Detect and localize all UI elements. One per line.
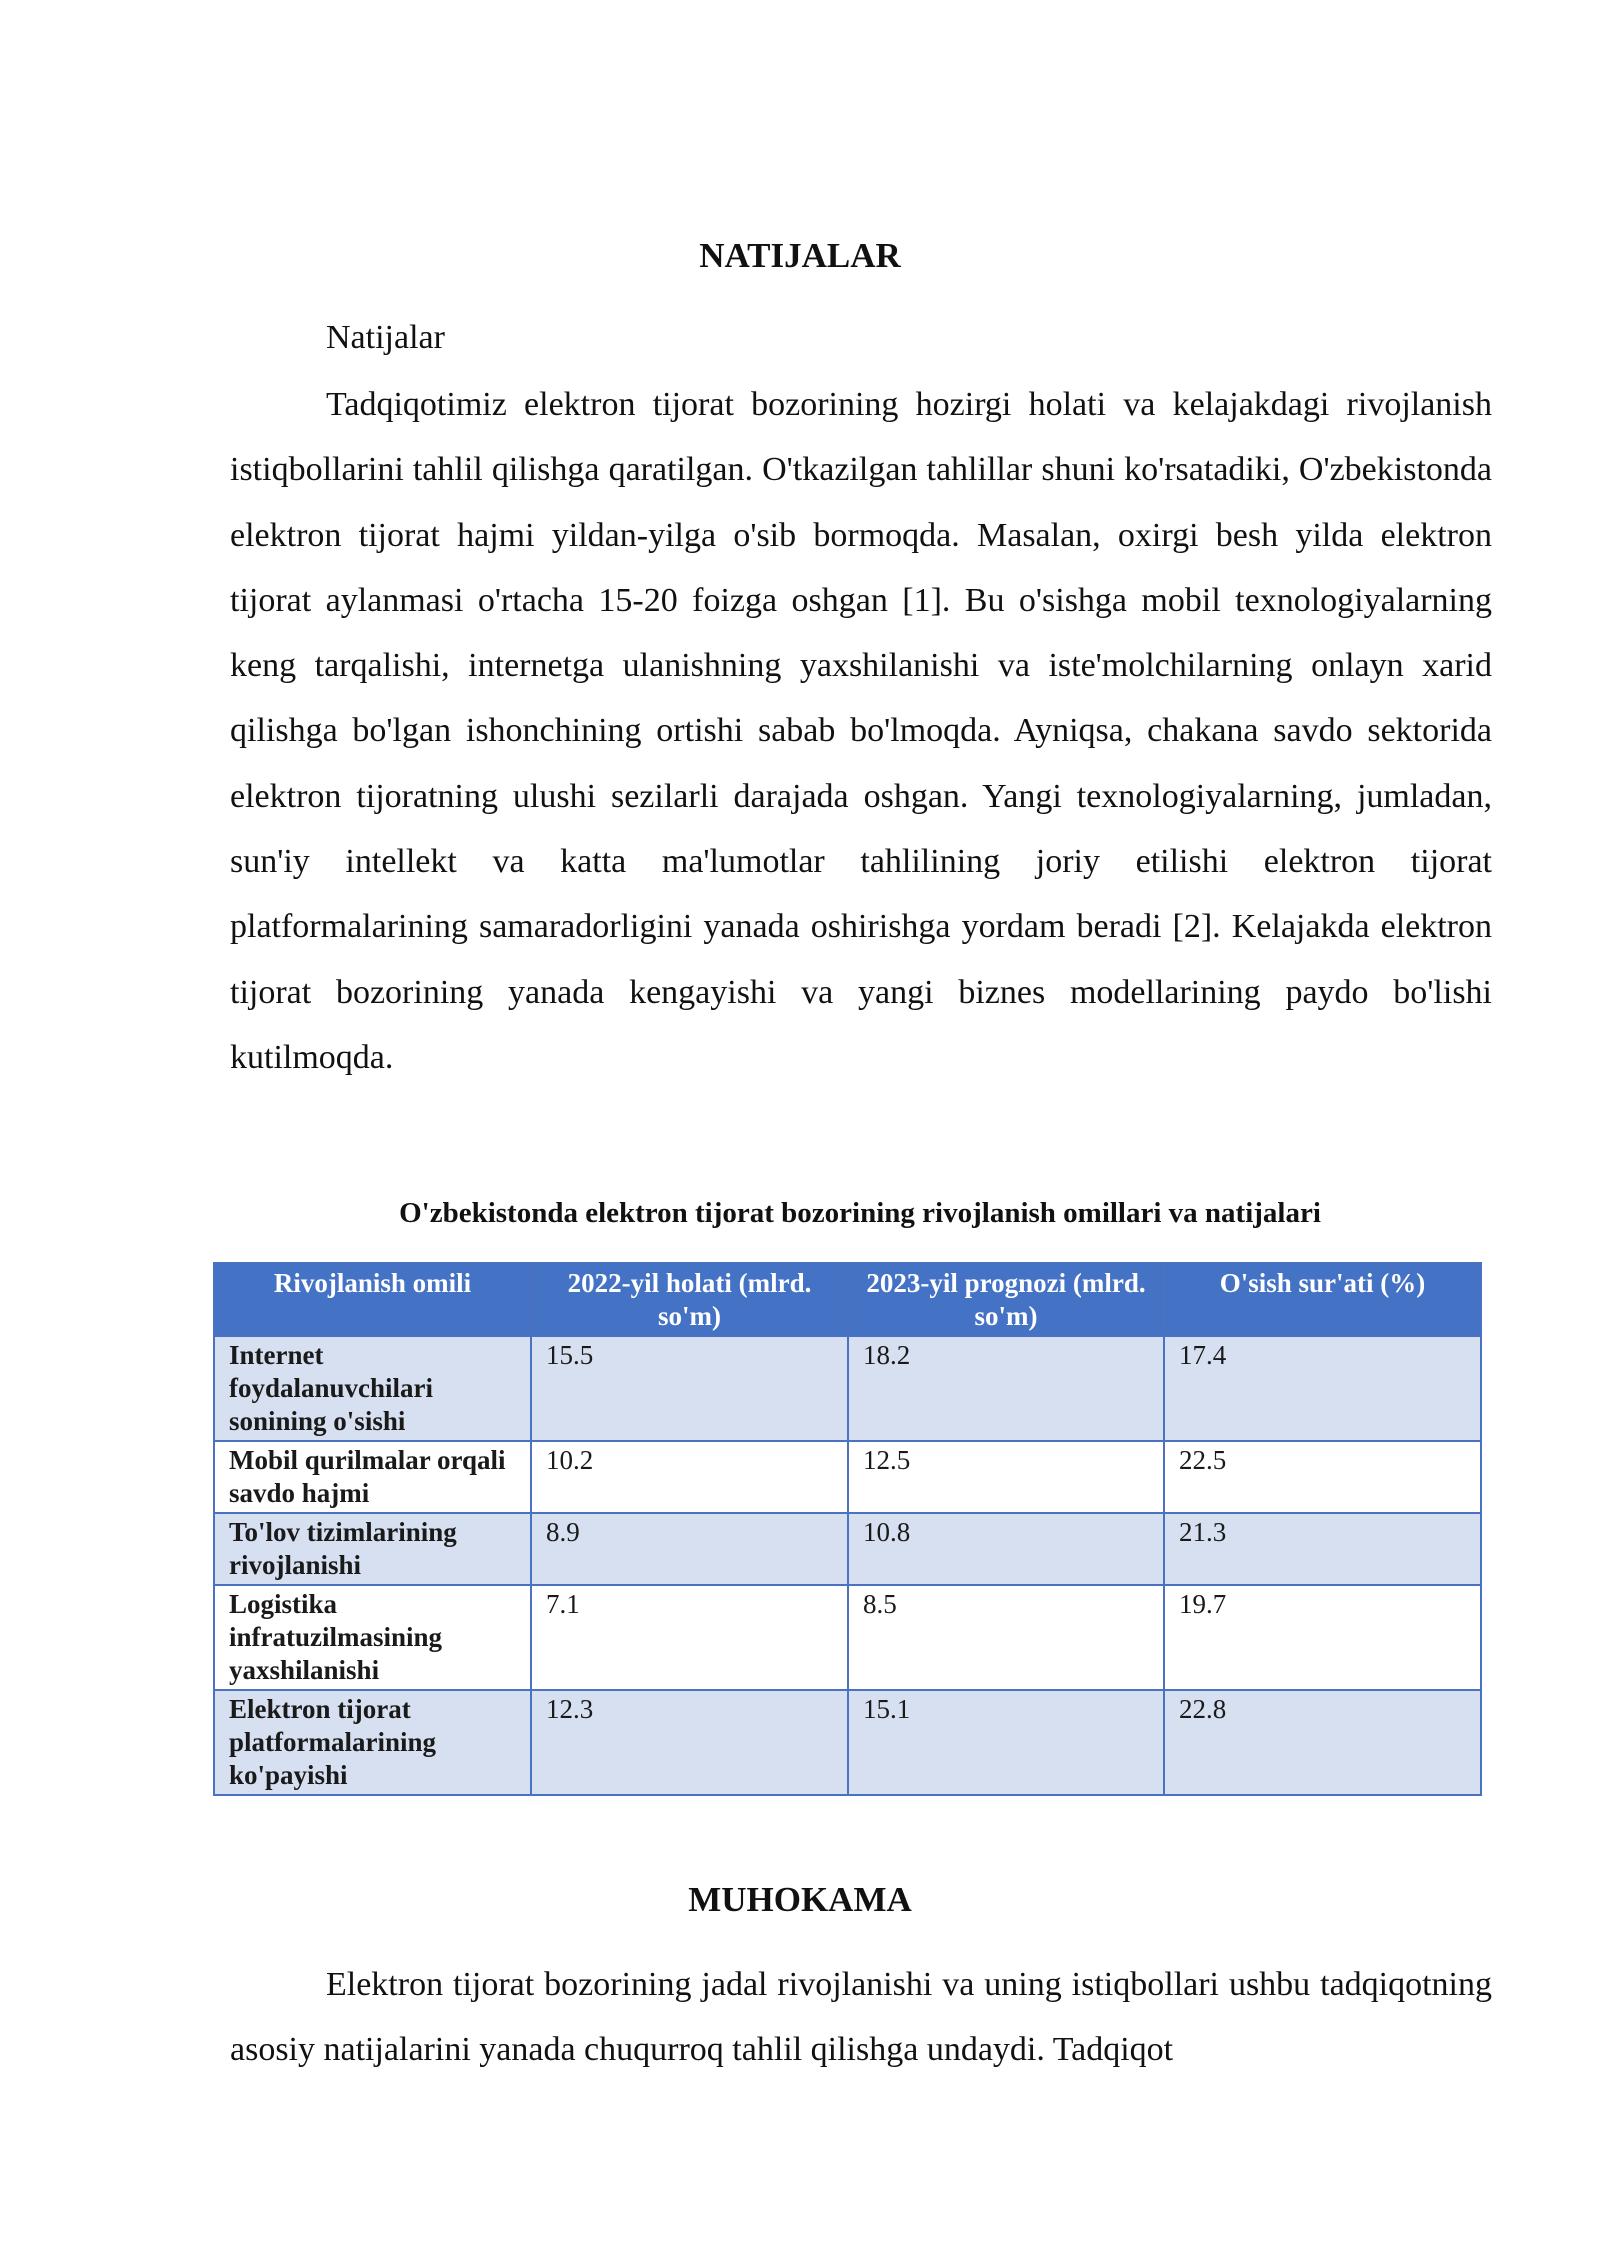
value-2023-cell: 10.8 xyxy=(848,1513,1164,1585)
results-subheading: Natijalar xyxy=(326,319,445,356)
growth-cell: 21.3 xyxy=(1164,1513,1481,1585)
results-heading: NATIJALAR xyxy=(699,236,901,275)
column-header-2022: 2022-yil holati (mlrd. so'm) xyxy=(531,1263,848,1336)
data-table xyxy=(213,1262,1482,1796)
value-2022-cell: 12.3 xyxy=(531,1690,848,1795)
factor-cell: Logistika infratuzilmasining yaxshilanishi xyxy=(214,1585,531,1690)
value-2023-cell: 12.5 xyxy=(848,1441,1164,1513)
table-row xyxy=(214,1585,1481,1690)
value-2022-cell: 7.1 xyxy=(531,1585,848,1690)
value-2023-cell: 15.1 xyxy=(848,1690,1164,1795)
table-row xyxy=(214,1513,1481,1585)
value-2023-cell: 8.5 xyxy=(848,1585,1164,1690)
results-paragraph: Tadqiqotimiz elektron tijorat bozorining hozirgi holati va kelajakdagi rivojlanish istiqbollarini tahlil qilishga qaratilgan. O'tkazilgan tahlillar shuni ko'rsatadiki, O'zbekistonda elektron tijorat hajmi yildan-yilga o'sib bormoqda. Masalan, oxirgi besh yilda elektron tijorat aylanmasi o'rtacha 15-20 foizga oshgan [1]. Bu o'sishga mobil texnologiyalarning keng tarqalishi, internetga ulanishning yaxshilanishi va iste'molchilarning onlayn xarid qilishga bo'lgan ishonchining ortishi sabab bo'lmoqda. Ayniqsa, chakana savdo sektorida elektron tijoratning ulushi sezilarli darajada oshgan. Yangi texnologiyalarning, jumladan, sun'iy intellekt va katta ma'lumotlar tahlilining joriy etilishi elektron tijorat platformalarining samaradorligini yanada oshirishga yordam beradi [2]. Kelajakda elektron tijorat bozorining yanada kengayishi va yangi biznes modellarining paydo bo'lishi kutilmoqda. xyxy=(230,386,1492,1076)
growth-cell: 22.5 xyxy=(1164,1441,1481,1513)
column-header-2023: 2023-yil prognozi (mlrd. so'm) xyxy=(848,1263,1164,1336)
table-row xyxy=(214,1336,1481,1441)
table-row xyxy=(214,1441,1481,1513)
discussion-heading: MUHOKAMA xyxy=(688,1880,912,1919)
factor-cell: Elektron tijorat platformalarining ko'payishi xyxy=(214,1690,531,1795)
value-2022-cell: 15.5 xyxy=(531,1336,848,1441)
growth-cell: 19.7 xyxy=(1164,1585,1481,1690)
factor-cell: Internet foydalanuvchilari sonining o'sishi xyxy=(214,1336,531,1441)
column-header-growth: O'sish sur'ati (%) xyxy=(1164,1263,1481,1336)
discussion-paragraph: Elektron tijorat bozorining jadal rivojlanishi va uning istiqbollari ushbu tadqiqotning asosiy natijalarini yanada chuqurroq tahlil qilishga undaydi. Tadqiqot xyxy=(230,1966,1492,2069)
value-2022-cell: 8.9 xyxy=(531,1513,848,1585)
factor-cell: Mobil qurilmalar orqali savdo hajmi xyxy=(214,1441,531,1513)
table-header-row xyxy=(214,1263,1481,1336)
column-header-factor: Rivojlanish omili xyxy=(214,1263,531,1336)
factor-cell: To'lov tizimlarining rivojlanishi xyxy=(214,1513,531,1585)
growth-cell: 17.4 xyxy=(1164,1336,1481,1441)
growth-cell: 22.8 xyxy=(1164,1690,1481,1795)
table-row xyxy=(214,1690,1481,1795)
value-2022-cell: 10.2 xyxy=(531,1441,848,1513)
value-2023-cell: 18.2 xyxy=(848,1336,1164,1441)
data-table-wrapper xyxy=(213,1262,1480,1796)
table-title: O'zbekistonda elektron tijorat bozorining rivojlanish omillari va natijalari xyxy=(399,1197,1321,1229)
